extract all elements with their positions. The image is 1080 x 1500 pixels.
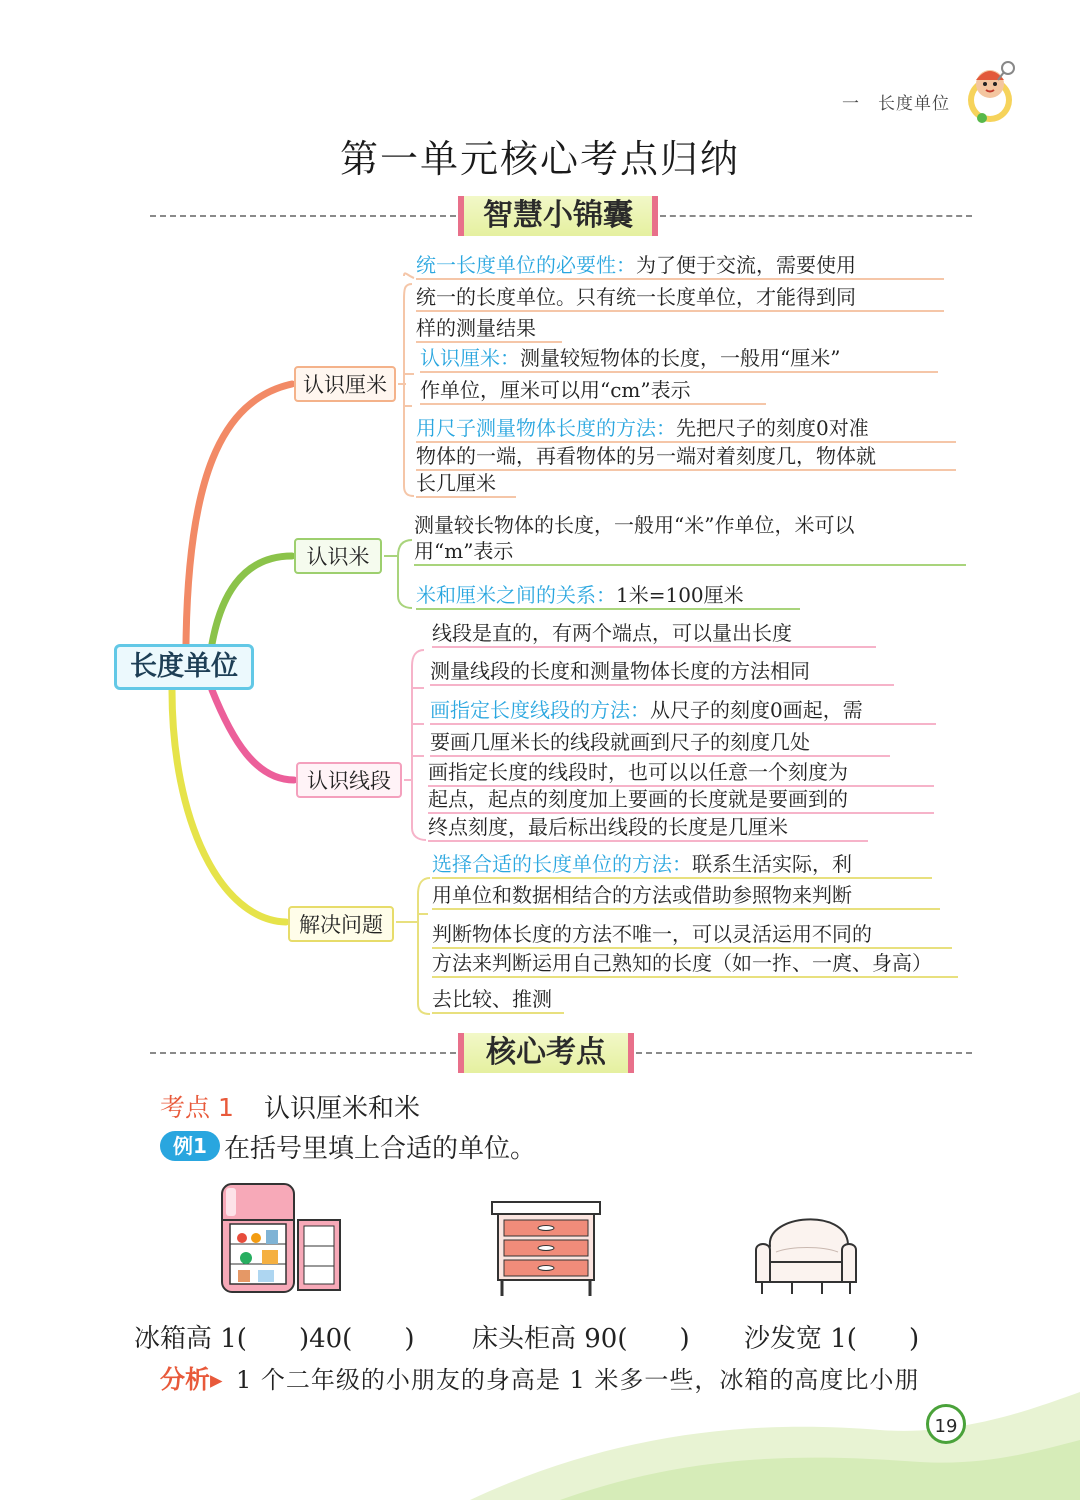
cm-b2-key: 认识厘米： (420, 346, 520, 370)
nightstand-icon (490, 1198, 602, 1298)
seg-b4-line3: 终点刻度，最后标出线段的长度是几厘米 (428, 814, 868, 842)
sofa-icon (752, 1206, 860, 1298)
node-m: 认识米 (294, 538, 382, 574)
core-banner: 核心考点 (458, 1033, 634, 1073)
branch-seg (212, 690, 294, 780)
page-number: 19 (926, 1404, 966, 1444)
seg-b4-line2: 起点，起点的刻度加上要画的长度就是要画到的 (428, 786, 934, 814)
cm-b3-line2: 物体的一端，再看物体的另一端对着刻度几，物体就 (416, 443, 956, 471)
refrigerator-icon (218, 1180, 346, 1298)
sol-b1-text: 联系生活实际，利 (692, 852, 852, 876)
m-b2-key: 米和厘米之间的关系： (416, 583, 616, 607)
page-title: 第一单元核心考点归纳 (339, 137, 740, 181)
sol-b2-line2: 方法来判断运用自己熟知的长度（如一拃、一庹、身高） (432, 950, 958, 978)
item-refrigerator: 冰箱高 1( )40( ) (134, 1324, 415, 1354)
sol-b1-line1 (432, 851, 932, 879)
cm-b3-text: 先把尺子的刻度0对准 (676, 416, 869, 440)
m-b1-line2: 用“m”表示 (414, 538, 966, 566)
cm-b3-line1 (416, 415, 956, 443)
seg-b4-line1: 画指定长度的线段时，也可以以任意一个刻度为 (428, 759, 934, 787)
cm-b2-line2: 作单位，厘米可以用“cm”表示 (420, 377, 766, 405)
sol-b1-key: 选择合适的长度单位的方法： (432, 852, 692, 876)
node-seg: 认识线段 (296, 762, 402, 798)
cm-b1-text: 为了便于交流，需要使用 (636, 253, 856, 277)
cm-b1-line1 (416, 252, 944, 280)
node-cm: 认识厘米 (294, 366, 396, 402)
section-header: 一 长度单位 (842, 94, 950, 114)
seg-b2: 测量线段的长度和测量物体长度的方法相同 (430, 658, 894, 686)
seg-b3-line1 (430, 697, 936, 725)
cm-b2-text: 测量较短物体的长度，一般用“厘米” (520, 346, 841, 370)
seg-b1: 线段是直的，有两个端点，可以量出长度 (432, 620, 876, 648)
cm-b3-key: 用尺子测量物体长度的方法： (416, 416, 676, 440)
cm-b1-line2: 统一的长度单位。只有统一长度单位，才能得到同 (416, 284, 944, 312)
cm-b1-key: 统一长度单位的必要性： (416, 253, 636, 277)
sol-b2-line1: 判断物体长度的方法不唯一，可以灵活运用不同的 (432, 921, 952, 949)
seg-b3-line2: 要画几厘米长的线段就画到尺子的刻度几处 (430, 729, 890, 757)
m-b2-text: 1米=100厘米 (616, 583, 744, 607)
example-prompt: 在括号里填上合适的单位。 (224, 1134, 537, 1164)
cm-b2-line1 (420, 345, 938, 373)
seg-b3-key: 画指定长度线段的方法： (430, 698, 650, 722)
dashed-divider (636, 1052, 972, 1054)
sol-b2-line3: 去比较、推测 (432, 986, 564, 1014)
branch-cm (186, 384, 292, 644)
m-b2-line1 (416, 582, 800, 610)
mindmap-root: 长度单位 (114, 644, 254, 690)
node-sol: 解决问题 (288, 906, 394, 942)
cm-b1-line3: 样的测量结果 (416, 315, 562, 343)
analysis-text: 1 个二年级的小朋友的身高是 1 米多一些，冰箱的高度比小朋 (236, 1366, 920, 1394)
kaodian-label: 考点 1 (160, 1093, 234, 1122)
m-b1-line1: 测量较长物体的长度，一般用“米”作单位，米可以 (414, 513, 855, 537)
cm-b3-line3: 长几厘米 (416, 470, 516, 498)
item-nightstand: 床头柜高 90( ) (472, 1324, 690, 1354)
tips-banner: 智慧小锦囊 (458, 196, 658, 236)
example-badge: 例1 (160, 1131, 220, 1161)
dashed-divider (150, 1052, 456, 1054)
item-sofa: 沙发宽 1( ) (744, 1324, 920, 1354)
kaodian-title: 认识厘米和米 (264, 1094, 421, 1124)
seg-b3-text: 从尺子的刻度0画起，需 (650, 698, 863, 722)
sol-b1-line2: 用单位和数据相结合的方法或借助参照物来判断 (432, 882, 940, 910)
branch-m (212, 556, 292, 644)
analysis-label: 分析▸ (160, 1365, 223, 1394)
